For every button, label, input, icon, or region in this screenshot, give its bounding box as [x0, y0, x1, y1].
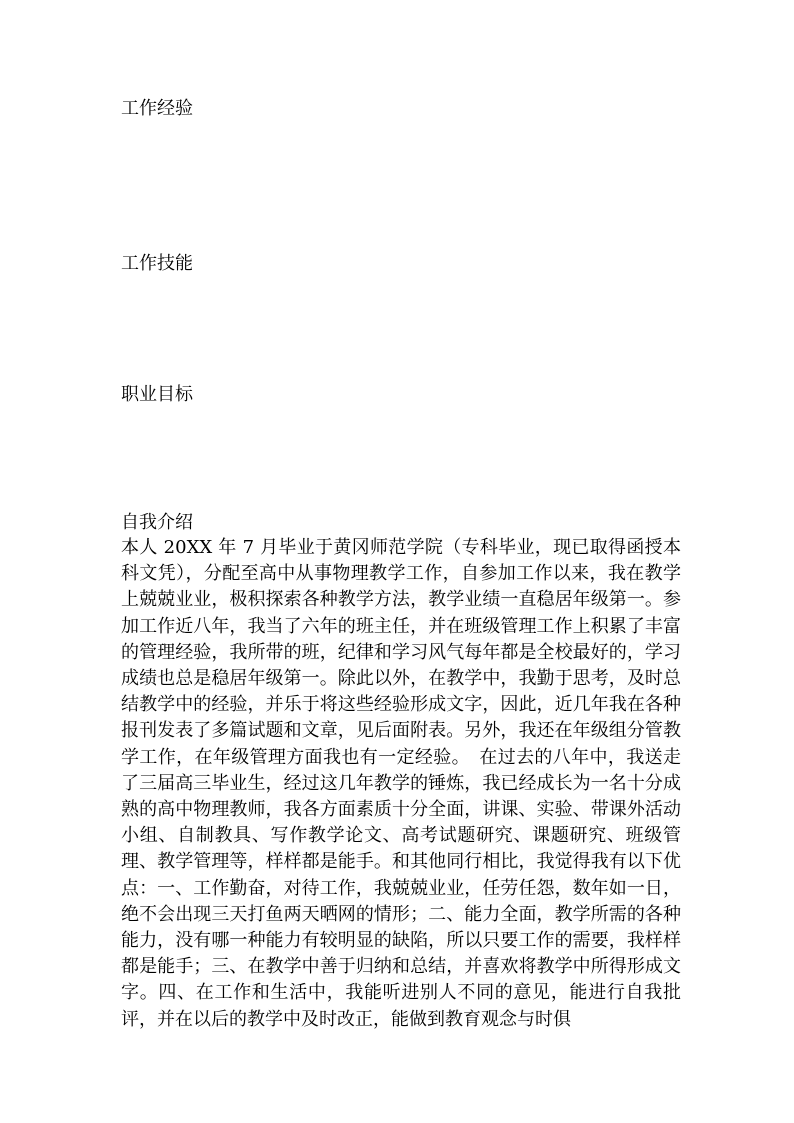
section-heading-self-intro: 自我介绍: [121, 512, 193, 533]
self-intro-paragraph: 本人 20XX 年 7 月毕业于黄冈师范学院（专科毕业，现已取得函授本科文凭），分配至高中从事物理教学工作，自参加工作以来，我在教学上兢兢业业，极积探索各种教学方法，教学业绩一直稳居年级第一。参加工作近八年，我当了六年的班主任，并在班级管理工作上积累了丰富的管理经验，我所带的班，纪律和学习风气每年都是全校最好的，学习成绩也总是稳居年级第一。除此以外，在教学中，我勤于思考，及时总结教学中的经验，并乐于将这些经验形成文字，因此，近几年我在各种报刊发表了多篇试题和文章，见后面附表。另外，我还在年级组分管教学工作，在年级管理方面我也有一定经验。 在过去的八年中，我送走了三届高三毕业生，经过这几年教学的锤炼，我已经成长为一名十分成熟的高中物理教师，我各方面素质十分全面，讲课、实验、带课外活动小组、自制教具、写作教学论文、高考试题研究、课题研究、班级管理、教学管理等，样样都是能手。和其他同行相比，我觉得我有以下优点：一、工作勤奋，对待工作，我兢兢业业，任劳任怨，数年如一日，绝不会出现三天打鱼两天晒网的情形；二、能力全面，教学所需的各种能力，没有哪一种能力有较明显的缺陷，所以只要工作的需要，我样样都是能手；三、在教学中善于归纳和总结，并喜欢将教学中所得形成文字。四、在工作和生活中，我能听进别人不同的意见，能进行自我批评，并在以后的教学中及时改正，能做到教育观念与时俱: [121, 537, 681, 1030]
section-heading-career-goal: 职业目标: [121, 384, 193, 405]
section-heading-work-skills: 工作技能: [121, 253, 193, 274]
self-intro-section: [121, 511, 681, 1033]
section-heading-work-experience: 工作经验: [121, 98, 193, 119]
